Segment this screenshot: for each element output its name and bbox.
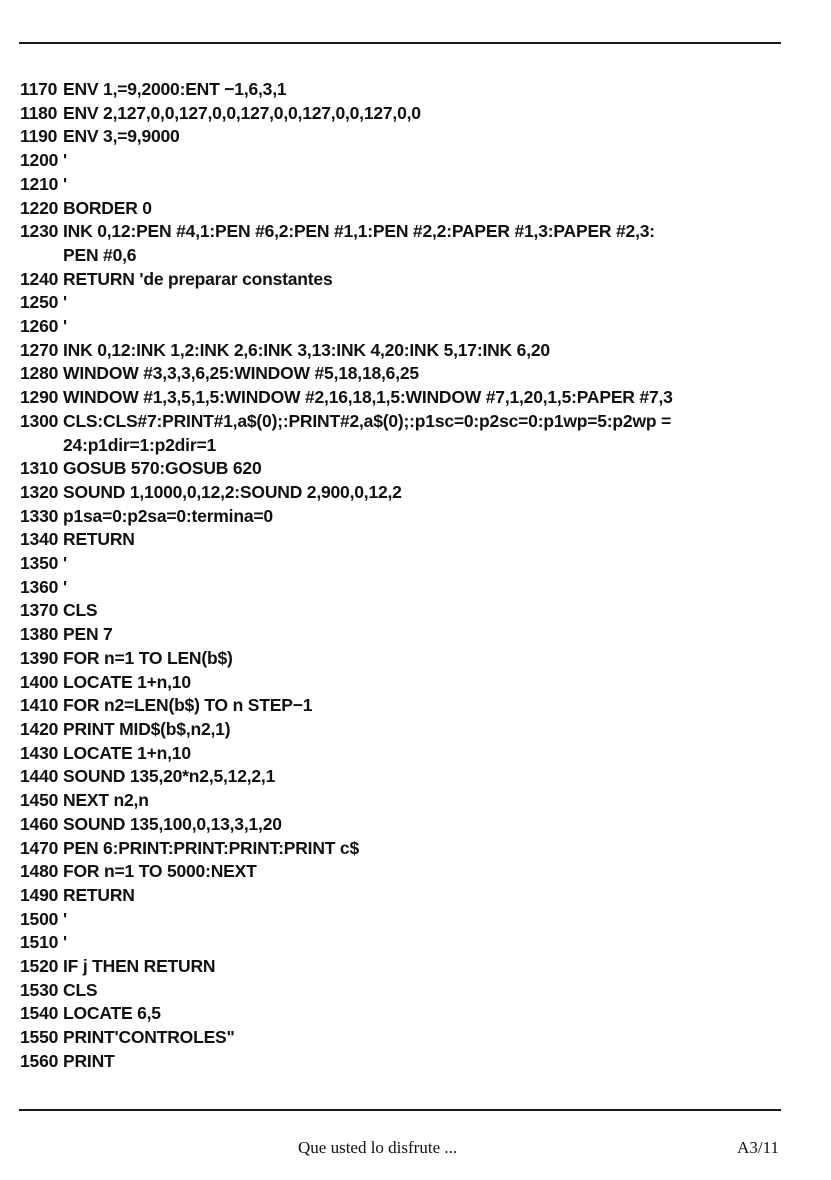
line-code: GOSUB 570:GOSUB 620 <box>63 458 262 479</box>
line-code: ' <box>63 292 67 313</box>
line-code: ' <box>63 150 67 171</box>
line-code: PRINT MID$(b$,n2,1) <box>63 718 231 739</box>
line-code: PEN #0,6 <box>63 244 137 265</box>
code-line <box>20 931 790 955</box>
top-rule <box>19 42 781 44</box>
line-number: 1410 <box>20 695 59 716</box>
line-number: 1510 <box>20 932 59 953</box>
code-line <box>20 505 790 529</box>
code-line <box>20 386 790 410</box>
code-line <box>20 339 790 363</box>
line-code: SOUND 135,100,0,13,3,1,20 <box>63 813 282 834</box>
line-number: 1300 <box>20 410 59 431</box>
line-number: 1240 <box>20 268 59 289</box>
line-code: FOR n=1 TO 5000:NEXT <box>63 861 257 882</box>
line-code: ' <box>63 173 67 194</box>
code-line <box>20 647 790 671</box>
code-line <box>20 765 790 789</box>
line-code: ENV 1,=9,2000:ENT −1,6,3,1 <box>63 79 287 99</box>
line-number: 1170 <box>20 79 58 99</box>
line-code: IF j THEN RETURN <box>63 956 216 977</box>
line-number: 1200 <box>20 150 59 171</box>
line-number: 1190 <box>20 126 58 147</box>
line-code: RETURN <box>63 884 135 905</box>
line-code: NEXT n2,n <box>63 790 149 811</box>
code-line <box>20 908 790 932</box>
line-number: 1490 <box>20 884 59 905</box>
line-code: PEN 6:PRINT:PRINT:PRINT:PRINT c$ <box>63 837 359 858</box>
code-line <box>20 813 790 837</box>
line-code: SOUND 1,1000,0,12,2:SOUND 2,900,0,12,2 <box>63 481 402 502</box>
code-line <box>20 1026 790 1050</box>
code-line <box>20 102 790 126</box>
code-line <box>20 694 790 718</box>
code-line <box>20 78 790 102</box>
line-code: INK 0,12:PEN #4,1:PEN #6,2:PEN #1,1:PEN #2,2:PAPER #1,3:PAPER #2,3: <box>63 221 655 242</box>
line-code: PEN 7 <box>63 624 113 645</box>
line-code: PRINT <box>63 1050 115 1071</box>
line-code: LOCATE 1+n,10 <box>63 671 191 692</box>
line-number: 1560 <box>20 1050 59 1071</box>
code-line <box>20 434 790 458</box>
line-code: CLS <box>63 600 98 621</box>
line-number: 1210 <box>20 173 59 194</box>
line-number: 1500 <box>20 908 59 929</box>
line-code: WINDOW #1,3,5,1,5:WINDOW #2,16,18,1,5:WINDOW #7,1,20,1,5:PAPER #7,3 <box>63 387 673 408</box>
line-code: FOR n2=LEN(b$) TO n STEP−1 <box>63 695 313 716</box>
code-line <box>20 149 790 173</box>
line-code: WINDOW #3,3,3,6,25:WINDOW #5,18,18,6,25 <box>63 363 419 384</box>
line-number: 1340 <box>20 529 59 550</box>
bottom-rule <box>19 1109 781 1111</box>
line-code: BORDER 0 <box>63 197 152 218</box>
line-code: RETURN <box>63 529 135 550</box>
code-line <box>20 1002 790 1026</box>
code-line <box>20 481 790 505</box>
line-number: 1460 <box>20 813 59 834</box>
line-code: ' <box>63 316 67 337</box>
line-number: 1320 <box>20 481 59 502</box>
code-line <box>20 315 790 339</box>
line-code: CLS <box>63 979 98 1000</box>
line-number: 1530 <box>20 979 59 1000</box>
line-code: ' <box>63 932 67 953</box>
code-line <box>20 410 790 434</box>
code-line <box>20 197 790 221</box>
code-line <box>20 457 790 481</box>
code-line <box>20 125 790 149</box>
line-code: ' <box>63 908 67 929</box>
line-number: 1280 <box>20 363 59 384</box>
line-code: PRINT'CONTROLES" <box>63 1027 235 1048</box>
line-code: SOUND 135,20*n2,5,12,2,1 <box>63 766 276 787</box>
line-number: 1550 <box>20 1027 59 1048</box>
line-number: 1230 <box>20 221 59 242</box>
line-code: ' <box>63 576 67 597</box>
code-listing <box>20 78 790 1074</box>
code-line <box>20 837 790 861</box>
line-number: 1250 <box>20 292 59 313</box>
code-line <box>20 220 790 244</box>
line-number: 1180 <box>20 102 58 123</box>
code-line <box>20 623 790 647</box>
code-line <box>20 884 790 908</box>
code-line <box>20 1050 790 1074</box>
line-number: 1470 <box>20 837 59 858</box>
line-code: LOCATE 1+n,10 <box>63 742 191 763</box>
line-number: 1390 <box>20 647 59 668</box>
line-number: 1330 <box>20 505 59 526</box>
line-number: 1430 <box>20 742 59 763</box>
line-number: 1360 <box>20 576 59 597</box>
line-code: ' <box>63 553 67 574</box>
code-line <box>20 528 790 552</box>
line-code: RETURN 'de preparar constantes <box>63 268 333 289</box>
line-code: CLS:CLS#7:PRINT#1,a$(0);:PRINT#2,a$(0);:p1sc=0:p2sc=0:p1wp=5:p2wp = <box>63 410 672 431</box>
line-number: 1450 <box>20 790 59 811</box>
code-line <box>20 552 790 576</box>
code-line <box>20 979 790 1003</box>
line-number: 1310 <box>20 458 59 479</box>
line-number: 1370 <box>20 600 59 621</box>
line-number: 1420 <box>20 718 59 739</box>
code-line <box>20 576 790 600</box>
code-line <box>20 718 790 742</box>
line-code: 24:p1dir=1:p2dir=1 <box>63 434 216 455</box>
code-line <box>20 268 790 292</box>
code-line <box>20 173 790 197</box>
line-code: p1sa=0:p2sa=0:termina=0 <box>63 505 273 526</box>
line-number: 1290 <box>20 387 59 408</box>
code-line <box>20 742 790 766</box>
line-number: 1540 <box>20 1003 59 1024</box>
line-code: LOCATE 6,5 <box>63 1003 161 1024</box>
line-number: 1380 <box>20 624 59 645</box>
page-number: A3/11 <box>737 1138 779 1157</box>
line-code: INK 0,12:INK 1,2:INK 2,6:INK 3,13:INK 4,20:INK 5,17:INK 6,20 <box>63 339 550 360</box>
code-line <box>20 860 790 884</box>
line-code: ENV 2,127,0,0,127,0,0,127,0,0,127,0,0,127,0,0 <box>63 102 421 123</box>
line-number: 1480 <box>20 861 59 882</box>
line-number: 1260 <box>20 316 59 337</box>
line-code: FOR n=1 TO LEN(b$) <box>63 647 233 668</box>
line-number: 1400 <box>20 671 59 692</box>
code-line <box>20 291 790 315</box>
line-number: 1520 <box>20 956 59 977</box>
line-number: 1220 <box>20 197 59 218</box>
code-line <box>20 362 790 386</box>
line-code: ENV 3,=9,9000 <box>63 126 180 147</box>
code-line <box>20 244 790 268</box>
code-line <box>20 955 790 979</box>
code-line <box>20 671 790 695</box>
footer-text: Que usted lo disfrute ... <box>298 1138 458 1157</box>
line-number: 1350 <box>20 553 59 574</box>
line-number: 1440 <box>20 766 59 787</box>
code-line <box>20 789 790 813</box>
code-line <box>20 599 790 623</box>
line-number: 1270 <box>20 339 59 360</box>
